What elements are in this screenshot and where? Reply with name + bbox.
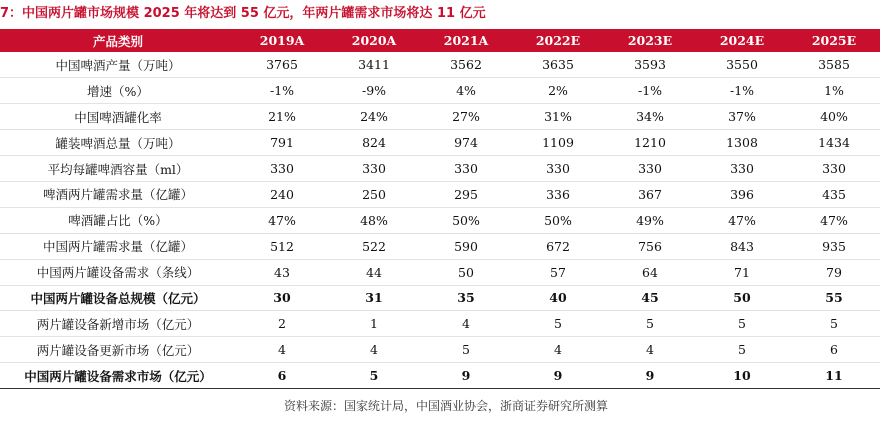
table-cell: 4 [512, 337, 604, 363]
table-cell: 4% [420, 78, 512, 104]
row-label: 罐装啤酒总量（万吨） [0, 130, 236, 156]
table-cell: 9 [604, 363, 696, 389]
table-cell: 330 [236, 156, 328, 182]
table-cell: 2% [512, 78, 604, 104]
table-cell: 31% [512, 104, 604, 130]
row-label: 中国两片罐设备总规模（亿元） [0, 285, 236, 311]
table-row [0, 156, 880, 182]
table-cell: 240 [236, 181, 328, 207]
row-label: 平均每罐啤酒容量（ml） [0, 156, 236, 182]
header-category: 产品类别 [0, 29, 236, 52]
table-cell: 49% [604, 207, 696, 233]
row-label: 中国啤酒罐化率 [0, 104, 236, 130]
table-cell: 40 [512, 285, 604, 311]
table-row [0, 363, 880, 389]
table-cell: -1% [696, 78, 788, 104]
table-cell: 11 [788, 363, 880, 389]
table-cell: 435 [788, 181, 880, 207]
table-header-row [0, 29, 880, 52]
table-cell: 330 [788, 156, 880, 182]
table-row [0, 337, 880, 363]
table-cell: 55 [788, 285, 880, 311]
row-label: 中国两片罐需求量（亿罐） [0, 233, 236, 259]
table-row [0, 104, 880, 130]
table-cell: 5 [696, 311, 788, 337]
table-cell: 5 [604, 311, 696, 337]
table-cell: 3550 [696, 52, 788, 78]
table-cell: 48% [328, 207, 420, 233]
row-label: 两片罐设备新增市场（亿元） [0, 311, 236, 337]
table-cell: 590 [420, 233, 512, 259]
market-size-table [0, 29, 880, 389]
table-cell: 40% [788, 104, 880, 130]
table-cell: 1% [788, 78, 880, 104]
table-cell: 21% [236, 104, 328, 130]
table-cell: 295 [420, 181, 512, 207]
table-cell: 64 [604, 259, 696, 285]
table-cell: 5 [512, 311, 604, 337]
table-cell: 756 [604, 233, 696, 259]
table-cell: 24% [328, 104, 420, 130]
header-2022e: 2022E [512, 29, 604, 52]
table-cell: 43 [236, 259, 328, 285]
table-cell: 5 [788, 311, 880, 337]
table-cell: 2 [236, 311, 328, 337]
table-cell: 47% [788, 207, 880, 233]
table-cell: 3635 [512, 52, 604, 78]
table-cell: 57 [512, 259, 604, 285]
source-note: 资料来源：国家统计局，中国酒业协会，浙商证券研究所测算 [283, 399, 608, 413]
row-label: 两片罐设备更新市场（亿元） [0, 337, 236, 363]
table-cell: 50% [512, 207, 604, 233]
table-cell: 330 [420, 156, 512, 182]
table-cell: 3765 [236, 52, 328, 78]
table-row [0, 233, 880, 259]
table-cell: 35 [420, 285, 512, 311]
table-cell: 330 [696, 156, 788, 182]
table-cell: 330 [328, 156, 420, 182]
table-row [0, 130, 880, 156]
header-2021a: 2021A [420, 29, 512, 52]
table-cell: 336 [512, 181, 604, 207]
table-row [0, 181, 880, 207]
table-cell: 4 [236, 337, 328, 363]
table-cell: 396 [696, 181, 788, 207]
table-cell: 44 [328, 259, 420, 285]
table-title: 7：中国两片罐市场规模 2025 年将达到 55 亿元，年两片罐需求市场将达 11 亿元 [0, 6, 486, 21]
table-cell: -1% [236, 78, 328, 104]
table-cell: 1 [328, 311, 420, 337]
row-label: 啤酒两片罐需求量（亿罐） [0, 181, 236, 207]
header-2019a: 2019A [236, 29, 328, 52]
table-cell: 935 [788, 233, 880, 259]
table-cell: 10 [696, 363, 788, 389]
table-cell: 47% [236, 207, 328, 233]
table-cell: 45 [604, 285, 696, 311]
table-cell: 522 [328, 233, 420, 259]
table-cell: 5 [420, 337, 512, 363]
table-cell: 367 [604, 181, 696, 207]
table-cell: 5 [328, 363, 420, 389]
row-label: 中国啤酒产量（万吨） [0, 52, 236, 78]
table-cell: 27% [420, 104, 512, 130]
table-cell: 30 [236, 285, 328, 311]
table-cell: 31 [328, 285, 420, 311]
table-cell: 5 [696, 337, 788, 363]
row-label: 中国两片罐设备需求（条线） [0, 259, 236, 285]
table-cell: 6 [788, 337, 880, 363]
table-cell: 1308 [696, 130, 788, 156]
table-cell: 4 [328, 337, 420, 363]
table-cell: 9 [512, 363, 604, 389]
table-cell: 47% [696, 207, 788, 233]
table-cell: 1434 [788, 130, 880, 156]
table-cell: 79 [788, 259, 880, 285]
table-cell: 843 [696, 233, 788, 259]
table-cell: 330 [604, 156, 696, 182]
table-cell: -1% [604, 78, 696, 104]
table-cell: 824 [328, 130, 420, 156]
table-cell: 512 [236, 233, 328, 259]
table-cell: -9% [328, 78, 420, 104]
table-row [0, 52, 880, 78]
row-label: 啤酒罐占比（%） [0, 207, 236, 233]
header-2023e: 2023E [604, 29, 696, 52]
table-cell: 50% [420, 207, 512, 233]
header-2025e: 2025E [788, 29, 880, 52]
table-cell: 50 [420, 259, 512, 285]
table-cell: 9 [420, 363, 512, 389]
table-cell: 250 [328, 181, 420, 207]
row-label: 增速（%） [0, 78, 236, 104]
table-cell: 791 [236, 130, 328, 156]
table-cell: 4 [604, 337, 696, 363]
table-row [0, 311, 880, 337]
table-cell: 3562 [420, 52, 512, 78]
table-cell: 1109 [512, 130, 604, 156]
table-cell: 672 [512, 233, 604, 259]
table-cell: 3593 [604, 52, 696, 78]
table-cell: 1210 [604, 130, 696, 156]
table-cell: 34% [604, 104, 696, 130]
table-cell: 4 [420, 311, 512, 337]
table-cell: 71 [696, 259, 788, 285]
table-cell: 50 [696, 285, 788, 311]
table-row [0, 78, 880, 104]
table-row [0, 207, 880, 233]
table-row [0, 259, 880, 285]
table-row [0, 285, 880, 311]
header-2020a: 2020A [328, 29, 420, 52]
table-cell: 974 [420, 130, 512, 156]
row-label: 中国两片罐设备需求市场（亿元） [0, 363, 236, 389]
header-2024e: 2024E [696, 29, 788, 52]
table-cell: 3585 [788, 52, 880, 78]
table-cell: 3411 [328, 52, 420, 78]
table-cell: 6 [236, 363, 328, 389]
table-cell: 330 [512, 156, 604, 182]
table-cell: 37% [696, 104, 788, 130]
